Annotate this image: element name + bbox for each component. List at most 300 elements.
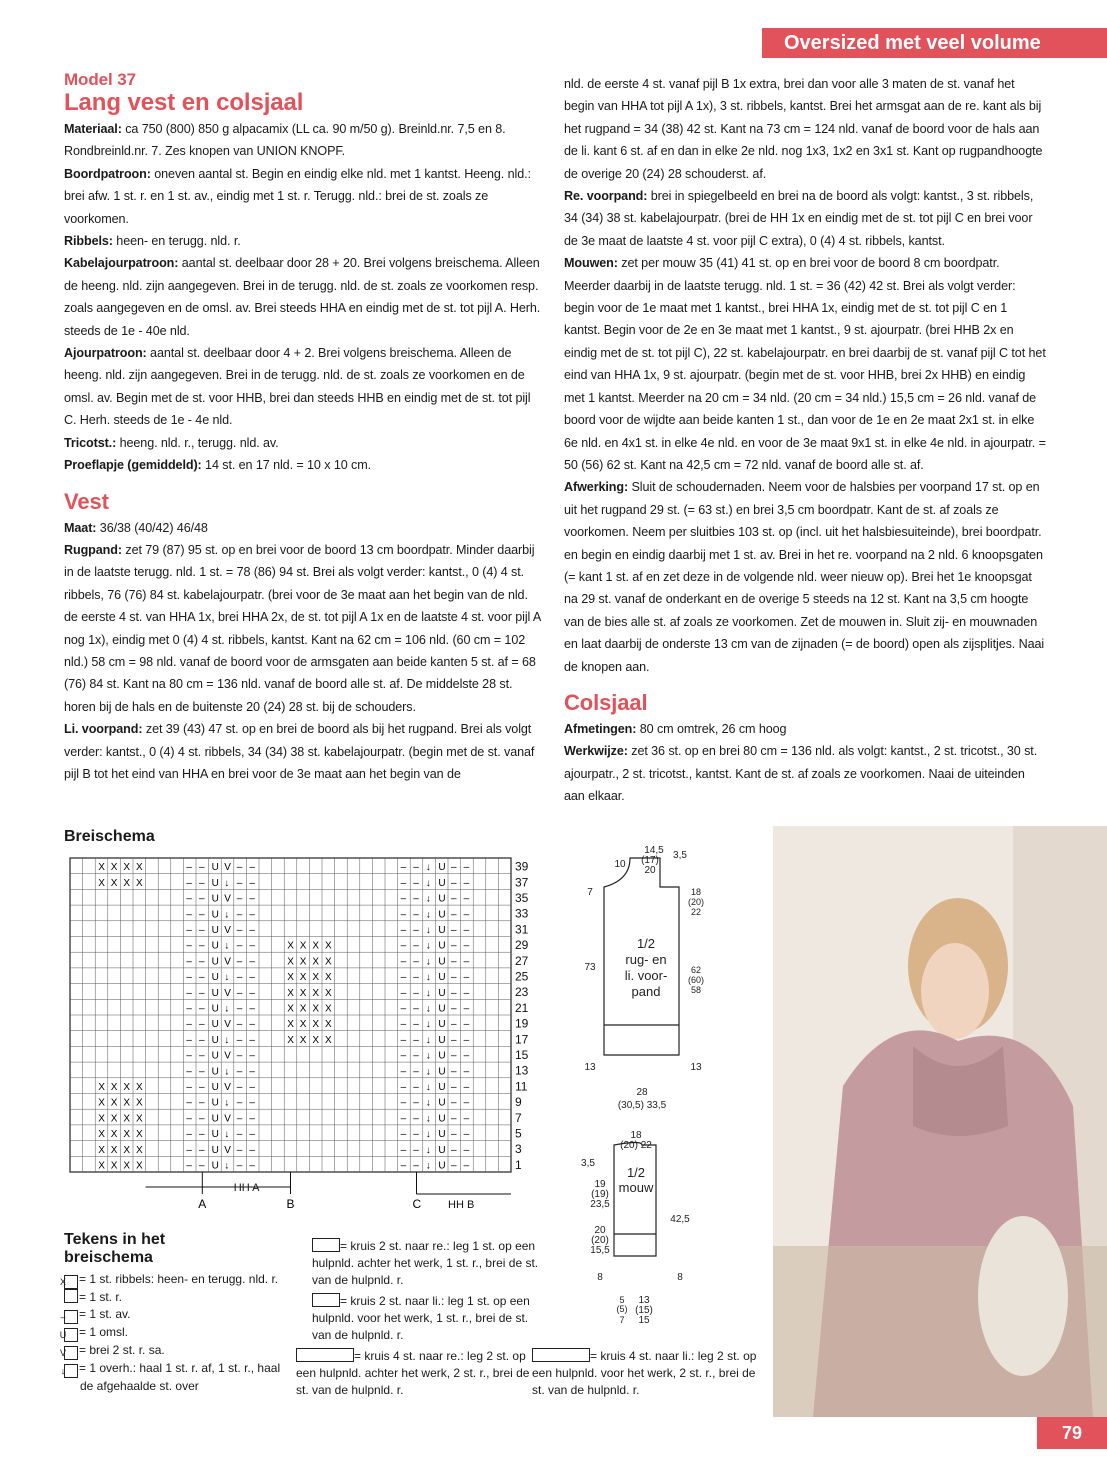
schematic-label: pand	[631, 984, 661, 999]
right-column	[564, 73, 1046, 808]
paragraph-text: nld. de eerste 4 st. vanaf pijl B 1x extra, brei dan voor alle 3 maten de st. vanaf het begin van HHA tot pijl A 1x), 3 st. ribbels, kantst. Brei het armsgat aan de re. kant als bij het rugpand = 34 (38) 42 st. Kant na 73 cm = 124 nld. vanaf de boord voor de hals aan de li. kant 6 st. af en dan in elke 2e nld. nog 1x3, 1x2 en 3x1 st. Kant op rugpandhoogte de overige 20 (24) 28 schouderst. af.	[564, 77, 1043, 181]
chart-row-number: 37	[515, 875, 529, 890]
chart-symbol-omsl: U	[211, 925, 219, 937]
chart-symbol-ribbel: X	[123, 1144, 131, 1156]
chart-symbol-ribbel: X	[312, 1019, 320, 1031]
paragraph-label: Kabelajourpatroon:	[64, 256, 179, 271]
chart-symbol-purl: –	[413, 940, 419, 952]
legend-symbol: ↓	[64, 1364, 78, 1378]
chart-symbol-purl: –	[236, 1097, 243, 1109]
paragraph-text: zet 79 (87) 95 st. op en brei voor de boord 13 cm boordpatr. Minder daarbij in de laatste terugg. nld. 1 st. = 78 (86) 94 st. Brei als volgt verder: kantst., 0 (4) 4 st. ribbels, 76 (76) 84 st. kabelajourpatr. (brei voor de 3e maat aan het begin van de nld. de eerste 4 st. van HHA 1x, brei HHA 2x, de st. tot pijl A 1x en de laatste 4 st. voor pijl A nog 1x), eindig met 0 (4) 4 st. ribbels, kantst. Kant na 62 cm = 106 nld. (60 cm = 102 nld.) 58 cm = 98 nld. vanaf de boord voor de armsgaten aan beide kanten 5 st. af = 68 (76) 84 st. Kant na 80 cm = 136 nld. vanaf de boord alle st. af. De middelste 28 st. horen bij de hals en de buitenste 20 (24) 28 st. bij de schouders.	[64, 542, 541, 714]
chart-symbol-dec: V	[224, 1050, 231, 1062]
legend-item	[59, 1324, 294, 1342]
chart-symbol-ribbel: X	[110, 1113, 118, 1125]
legend-symbol: V	[64, 1346, 78, 1360]
vest-heading: Vest	[64, 488, 109, 514]
chart-symbol-purl: –	[249, 1113, 255, 1125]
chart-symbol-purl: –	[186, 862, 192, 874]
chart-symbol-omsl: U	[211, 1097, 219, 1109]
right-paragraphs	[564, 73, 1046, 678]
chart-symbol-purl: –	[413, 1129, 419, 1141]
paragraph-label: Li. voorpand:	[64, 722, 143, 737]
chart-symbol-ribbel: X	[325, 1034, 332, 1046]
cable-symbol	[312, 1293, 340, 1307]
paragraph-text: 14 st. en 17 nld. = 10 x 10 cm.	[201, 458, 372, 473]
chart-symbol-ribbel: X	[110, 1160, 118, 1172]
chart-symbol-purl: –	[236, 909, 243, 921]
schematic-label: 15	[638, 1315, 650, 1326]
paragraph	[64, 517, 544, 539]
schematic-label: 10	[614, 859, 626, 870]
paragraph	[64, 118, 544, 163]
chart-symbol-purl: –	[451, 940, 457, 952]
chart-symbol-dec: V	[224, 1082, 231, 1094]
schematic-label: 3,5	[581, 1158, 595, 1169]
chart-symbol-purl: –	[186, 877, 192, 889]
chart-symbol-dec: V	[224, 1144, 231, 1156]
chart-symbol-purl: –	[463, 1034, 470, 1046]
chart-symbol-purl: –	[236, 1034, 243, 1046]
chart-row-number: 33	[515, 906, 529, 921]
paragraph-text: 36/38 (40/42) 46/48	[96, 520, 208, 535]
chart-symbol-purl: –	[451, 1160, 457, 1172]
chart-symbol-purl: –	[413, 956, 419, 968]
chart-symbol-dec: ↓	[224, 1160, 230, 1172]
schematic-label: (20) 22	[620, 1140, 652, 1151]
legend-symbol: X	[64, 1275, 78, 1289]
legend-text: = kruis 2 st. naar li.: leg 1 st. op een hulpnld. voor het werk, 1 st. r., brei de st. van de hulpnld. r.	[312, 1294, 530, 1342]
chart-symbol-omsl: U	[438, 1050, 446, 1062]
chart-row-number: 5	[515, 1126, 522, 1141]
chart-symbol-purl: –	[463, 1160, 470, 1172]
chart-symbol-ribbel: X	[123, 1097, 131, 1109]
chart-symbol-purl: –	[451, 1097, 457, 1109]
chart-symbol-omsl: U	[438, 909, 446, 921]
chart-symbol-omsl: U	[211, 1003, 219, 1015]
chart-symbol-purl: –	[413, 987, 419, 999]
chart-symbol-purl: –	[400, 925, 407, 937]
chart-symbol-ribbel: X	[312, 956, 320, 968]
chart-symbol-purl: –	[249, 1160, 255, 1172]
chart-symbol-dec: ↓	[425, 877, 431, 889]
chart-symbol-purl: –	[236, 1129, 243, 1141]
chart-symbol-purl: –	[451, 1082, 457, 1094]
chart-symbol-purl: –	[186, 1019, 192, 1031]
paragraph-text: aantal st. deelbaar door 28 + 20. Brei volgens breischema. Alleen de heeng. nld. zijn aangegeven. Brei in de terugg. nld. de st. zoals ze voorkomen resp. zoals aangegeven en de omsl. av. Brei steeds HHA en eindig met de st. tot pijl A. Herh. steeds de 1e - 40e nld.	[64, 256, 541, 338]
chart-symbol-ribbel: X	[110, 877, 118, 889]
chart-symbol-omsl: U	[211, 1144, 219, 1156]
chart-symbol-purl: –	[463, 1097, 470, 1109]
chart-row-number: 9	[515, 1095, 522, 1110]
chart-symbol-dec: V	[224, 1113, 231, 1125]
chart-symbol-purl: –	[413, 1050, 419, 1062]
chart-symbol-purl: –	[249, 925, 255, 937]
chart-symbol-purl: –	[413, 877, 419, 889]
chart-symbol-omsl: U	[438, 1066, 446, 1078]
chart-symbol-purl: –	[451, 925, 457, 937]
chart-symbol-ribbel: X	[325, 956, 332, 968]
legend-text: = 1 overh.: haal 1 st. r. af, 1 st. r., haal de afgehaalde st. over	[79, 1361, 281, 1393]
chart-symbol-purl: –	[413, 1082, 419, 1094]
chart-symbol-ribbel: X	[123, 862, 131, 874]
left-column	[64, 70, 544, 785]
chart-symbol-dec: ↓	[224, 877, 230, 889]
chart-symbol-dec: ↓	[425, 1019, 431, 1031]
chart-symbol-purl: –	[236, 1144, 243, 1156]
chart-symbol-purl: –	[400, 1113, 407, 1125]
schematic-label: rug- en	[625, 952, 667, 967]
chart-symbol-purl: –	[249, 877, 255, 889]
chart-symbol-purl: –	[400, 877, 407, 889]
chart-symbol-purl: –	[413, 1144, 419, 1156]
chart-symbol-dec: ↓	[425, 1066, 431, 1078]
chart-symbol-ribbel: X	[123, 1113, 131, 1125]
chart-symbol-dec: ↓	[224, 1097, 230, 1109]
chart-symbol-purl: –	[199, 877, 205, 889]
chart-symbol-ribbel: X	[110, 1129, 118, 1141]
chart-row-number: 1	[515, 1157, 522, 1172]
paragraph-label: Tricotst.:	[64, 435, 117, 450]
chart-symbol-purl: –	[249, 1034, 255, 1046]
chart-symbol-omsl: U	[438, 877, 446, 889]
schematic-label: (15)	[635, 1305, 653, 1316]
chart-symbol-ribbel: X	[98, 877, 105, 889]
chart-symbol-dec: ↓	[224, 909, 230, 921]
chart-symbol-ribbel: X	[299, 972, 307, 984]
chart-symbol-purl: –	[186, 1003, 192, 1015]
chart-symbol-purl: –	[199, 1144, 205, 1156]
chart-row-number: 31	[515, 922, 529, 937]
chart-symbol-purl: –	[463, 893, 470, 905]
section-banner: Oversized met veel volume	[762, 28, 1107, 58]
schematic-label: 20	[644, 865, 656, 876]
chart-symbol-purl: –	[236, 1082, 243, 1094]
chart-symbol-dec: V	[224, 987, 231, 999]
chart-symbol-purl: –	[413, 909, 419, 921]
chart-symbol-omsl: U	[438, 1034, 446, 1046]
chart-symbol-omsl: U	[211, 1019, 219, 1031]
chart-symbol-purl: –	[400, 1082, 407, 1094]
chart-symbol-ribbel: X	[287, 972, 294, 984]
chart-symbol-purl: –	[199, 1066, 205, 1078]
chart-symbol-purl: –	[400, 909, 407, 921]
paragraph	[564, 740, 1046, 807]
chart-symbol-purl: –	[236, 940, 243, 952]
chart-symbol-omsl: U	[438, 1129, 446, 1141]
chart-symbol-purl: –	[463, 877, 470, 889]
paragraph-label: Rugpand:	[64, 542, 122, 557]
paragraph-label: Ajourpatroon:	[64, 346, 147, 361]
chart-marker-a: A	[198, 1197, 207, 1211]
paragraph-label: Ribbels:	[64, 234, 113, 249]
chart-symbol-purl: –	[400, 940, 407, 952]
size-schematic	[572, 840, 752, 1380]
schematic-label: mouw	[618, 1180, 654, 1195]
chart-symbol-ribbel: X	[98, 1097, 105, 1109]
chart-symbol-purl: –	[400, 1066, 407, 1078]
chart-symbol-purl: –	[186, 1082, 192, 1094]
chart-row-number: 39	[515, 859, 529, 874]
paragraph	[564, 185, 1046, 252]
paragraph-text: zet 39 (43) 47 st. op en brei de boord als bij het rugpand. Brei als volgt verder: kantst., 0 (4) 4 st. ribbels, 34 (34) 38 st. kabelajourpatr. (begin met de st. vanaf pijl B tot het eind van HHA en brei voor de 3e maat aan het begin van de	[64, 722, 535, 781]
paragraph	[64, 539, 544, 718]
paragraph-text: oneven aantal st. Begin en eindig elke nld. met 1 kantst. Heeng. nld.: brei afw. 1 st. r. en 1 st. av., eindig met 1 st. r. Terugg. nld.: brei de st. zoals ze voorkomen.	[64, 166, 531, 226]
chart-symbol-dec: ↓	[425, 1129, 431, 1141]
schematic-label: 18	[690, 887, 702, 897]
schematic-label: (19)	[591, 1189, 609, 1200]
chart-symbol-purl: –	[400, 972, 407, 984]
chart-symbol-purl: –	[199, 987, 205, 999]
chart-symbol-purl: –	[400, 956, 407, 968]
chart-symbol-purl: –	[451, 987, 457, 999]
paragraph	[64, 163, 544, 230]
chart-row-number: 11	[515, 1079, 528, 1094]
chart-symbol-omsl: U	[438, 893, 446, 905]
chart-symbol-ribbel: X	[325, 972, 332, 984]
chart-symbol-purl: –	[236, 956, 243, 968]
chart-symbol-purl: –	[463, 956, 470, 968]
chart-symbol-purl: –	[199, 1082, 205, 1094]
schematic-label: 7	[587, 887, 593, 898]
chart-symbol-purl: –	[463, 909, 470, 921]
colsjaal-paragraphs	[564, 718, 1046, 808]
chart-symbol-purl: –	[249, 987, 255, 999]
chart-symbol-ribbel: X	[325, 1003, 332, 1015]
chart-row-number: 23	[515, 985, 529, 1000]
chart-symbol-purl: –	[186, 1113, 192, 1125]
page-number: 79	[1037, 1417, 1107, 1449]
chart-marker-b: B	[286, 1197, 295, 1211]
schematic-label: 14,5	[644, 845, 664, 856]
chart-symbol-purl: –	[463, 940, 470, 952]
paragraph	[64, 252, 544, 342]
chart-symbol-purl: –	[451, 1113, 457, 1125]
sleeve-outline	[614, 1143, 656, 1257]
chart-symbol-purl: –	[249, 909, 255, 921]
chart-symbol-purl: –	[199, 862, 205, 874]
chart-symbol-purl: –	[249, 862, 255, 874]
chart-symbol-omsl: U	[211, 893, 219, 905]
schematic-label: 22	[690, 907, 702, 917]
chart-symbol-purl: –	[463, 862, 470, 874]
schematic-label: 62	[690, 965, 702, 975]
chart-symbol-purl: –	[186, 925, 192, 937]
chart-symbol-ribbel: X	[136, 1097, 143, 1109]
chart-symbol-ribbel: X	[98, 1160, 105, 1172]
chart-symbol-purl: –	[236, 1050, 243, 1062]
chart-symbol-purl: –	[249, 1129, 255, 1141]
chart-symbol-purl: –	[249, 1097, 255, 1109]
legend-cables	[296, 1238, 541, 1403]
chart-symbol-purl: –	[451, 1034, 457, 1046]
schematic-label: 3,5	[673, 850, 687, 861]
chart-symbol-dec: ↓	[425, 972, 431, 984]
paragraph	[64, 230, 544, 252]
chart-symbol-omsl: U	[438, 1113, 446, 1125]
chart-symbol-ribbel: X	[299, 1034, 307, 1046]
chart-symbol-omsl: U	[211, 862, 219, 874]
chart-symbol-omsl: U	[211, 1034, 219, 1046]
chart-symbol-omsl: U	[211, 1082, 219, 1094]
paragraph-text: heeng. nld. r., terugg. nld. av.	[116, 435, 279, 450]
intro-paragraphs	[64, 118, 544, 477]
chart-row-number: 21	[515, 1000, 529, 1015]
chart-symbol-purl: –	[249, 940, 255, 952]
chart-symbol-ribbel: X	[287, 956, 294, 968]
chart-symbol-purl: –	[236, 1113, 243, 1125]
cable-symbol	[312, 1238, 340, 1252]
chart-symbol-ribbel: X	[312, 987, 320, 999]
chart-symbol-purl: –	[199, 956, 205, 968]
chart-symbol-purl: –	[186, 987, 192, 999]
chart-symbol-purl: –	[236, 1019, 243, 1031]
chart-symbol-ribbel: X	[325, 940, 332, 952]
chart-symbol-ribbel: X	[110, 862, 118, 874]
chart-symbol-purl: –	[413, 1034, 419, 1046]
chart-symbol-purl: –	[199, 1097, 205, 1109]
chart-symbol-dec: ↓	[425, 1034, 431, 1046]
paragraph-label: Proeflapje (gemiddeld):	[64, 458, 202, 473]
schematic-label: (20)	[591, 1235, 609, 1246]
chart-symbol-ribbel: X	[98, 1129, 105, 1141]
photo-illustration	[773, 826, 1107, 1417]
chart-symbol-omsl: U	[211, 1160, 219, 1172]
chart-symbol-purl: –	[463, 925, 470, 937]
paragraph-text: zet 36 st. op en brei 80 cm = 136 nld. als volgt: kantst., 2 st. tricotst., 30 st. ajourpatr., 2 st. tricotst., kantst. Kant de st. af zoals ze voorkomen. Naai de uiteinden aan elkaar.	[564, 744, 1038, 804]
chart-symbol-ribbel: X	[98, 1082, 105, 1094]
legend-cable-item	[296, 1348, 541, 1399]
chart-symbol-dec: ↓	[425, 925, 431, 937]
chart-symbol-omsl: U	[438, 1019, 446, 1031]
chart-symbol-purl: –	[249, 1082, 255, 1094]
legend-left	[59, 1231, 294, 1395]
chart-symbol-purl: –	[451, 1066, 457, 1078]
chart-symbol-omsl: U	[211, 987, 219, 999]
chart-symbol-purl: –	[249, 956, 255, 968]
chart-symbol-ribbel: X	[299, 940, 307, 952]
schematic-label: 13	[638, 1295, 650, 1306]
chart-symbol-ribbel: X	[299, 956, 307, 968]
chart-symbol-ribbel: X	[110, 1097, 118, 1109]
chart-marker-c: C	[412, 1197, 422, 1211]
chart-symbol-purl: –	[236, 893, 243, 905]
chart-row-number: 13	[515, 1063, 529, 1078]
chart-symbol-purl: –	[199, 925, 205, 937]
chart-symbol-dec: ↓	[425, 1050, 431, 1062]
schematic-label: 8	[597, 1272, 603, 1283]
chart-symbol-purl: –	[463, 1019, 470, 1031]
chart-symbol-purl: –	[463, 987, 470, 999]
chart-symbol-ribbel: X	[136, 1144, 143, 1156]
chart-symbol-purl: –	[413, 893, 419, 905]
chart-symbol-purl: –	[249, 893, 255, 905]
chart-symbol-ribbel: X	[299, 1019, 307, 1031]
colsjaal-heading: Colsjaal	[564, 689, 648, 715]
paragraph-label: Maat:	[64, 520, 97, 535]
chart-marker-hha: HH A	[233, 1182, 260, 1194]
chart-row-number: 17	[515, 1032, 529, 1047]
chart-symbol-omsl: U	[211, 909, 219, 921]
chart-title: Breischema	[64, 828, 155, 845]
paragraph-label: Mouwen:	[564, 256, 618, 271]
chart-symbol-purl: –	[400, 1019, 407, 1031]
chart-symbol-ribbel: X	[287, 940, 294, 952]
chart-symbol-dec: ↓	[425, 1003, 431, 1015]
chart-symbol-ribbel: X	[287, 1019, 294, 1031]
chart-symbol-purl: –	[463, 1144, 470, 1156]
chart-symbol-purl: –	[413, 1160, 419, 1172]
chart-symbol-dec: ↓	[425, 909, 431, 921]
chart-symbol-ribbel: X	[325, 987, 332, 999]
chart-symbol-ribbel: X	[110, 1144, 118, 1156]
legend-text: = 1 omsl.	[79, 1325, 129, 1339]
chart-symbol-purl: –	[236, 1003, 243, 1015]
chart-symbol-purl: –	[199, 1019, 205, 1031]
chart-symbol-omsl: U	[438, 862, 446, 874]
chart-symbol-dec: ↓	[425, 940, 431, 952]
chart-symbol-purl: –	[186, 972, 192, 984]
paragraph	[564, 476, 1046, 678]
chart-symbol-purl: –	[236, 972, 243, 984]
chart-symbol-omsl: U	[211, 1066, 219, 1078]
schematic-label: 19	[594, 1179, 606, 1190]
schematic-label: (17)	[641, 855, 659, 866]
chart-symbol-ribbel: X	[98, 1144, 105, 1156]
chart-symbol-purl: –	[186, 1129, 192, 1141]
schematic-label: (5)	[616, 1304, 628, 1314]
chart-row-number: 25	[515, 969, 529, 984]
legend-item	[64, 1289, 294, 1306]
chart-symbol-dec: ↓	[224, 972, 230, 984]
chart-symbol-purl: –	[463, 1066, 470, 1078]
chart-symbol-purl: –	[186, 1034, 192, 1046]
chart-symbol-dec: ↓	[425, 893, 431, 905]
chart-symbol-purl: –	[400, 987, 407, 999]
model-photo	[773, 826, 1107, 1417]
chart-symbol-ribbel: X	[312, 1034, 320, 1046]
chart-symbol-purl: –	[249, 1019, 255, 1031]
model-number: Model 37	[64, 70, 136, 89]
chart-row-number: 15	[515, 1047, 529, 1062]
chart-symbol-omsl: U	[211, 940, 219, 952]
chart-symbol-purl: –	[199, 893, 205, 905]
chart-symbol-purl: –	[236, 1160, 243, 1172]
chart-symbol-purl: –	[413, 925, 419, 937]
paragraph	[64, 454, 544, 476]
schematic-label: 15,5	[590, 1245, 610, 1256]
chart-symbol-ribbel: X	[136, 1160, 143, 1172]
chart-symbol-dec: ↓	[425, 987, 431, 999]
chart-symbol-omsl: U	[438, 925, 446, 937]
chart-symbol-dec: V	[224, 893, 231, 905]
chart-symbol-omsl: U	[211, 1050, 219, 1062]
chart-symbol-purl: –	[236, 987, 243, 999]
chart-symbol-omsl: U	[438, 1160, 446, 1172]
chart-symbol-purl: –	[451, 893, 457, 905]
chart-symbol-purl: –	[413, 1003, 419, 1015]
schematic-label: li. voor-	[624, 968, 668, 983]
paragraph-text: 80 cm omtrek, 26 cm hoog	[636, 721, 787, 736]
paragraph	[64, 718, 544, 785]
chart-symbol-purl: –	[400, 1097, 407, 1109]
chart-symbol-dec: ↓	[425, 956, 431, 968]
chart-symbol-omsl: U	[438, 1097, 446, 1109]
chart-symbol-dec: ↓	[425, 1144, 431, 1156]
chart-symbol-purl: –	[199, 1003, 205, 1015]
chart-symbol-dec: V	[224, 862, 231, 874]
chart-symbol-purl: –	[249, 1050, 255, 1062]
legend-items	[59, 1271, 294, 1395]
